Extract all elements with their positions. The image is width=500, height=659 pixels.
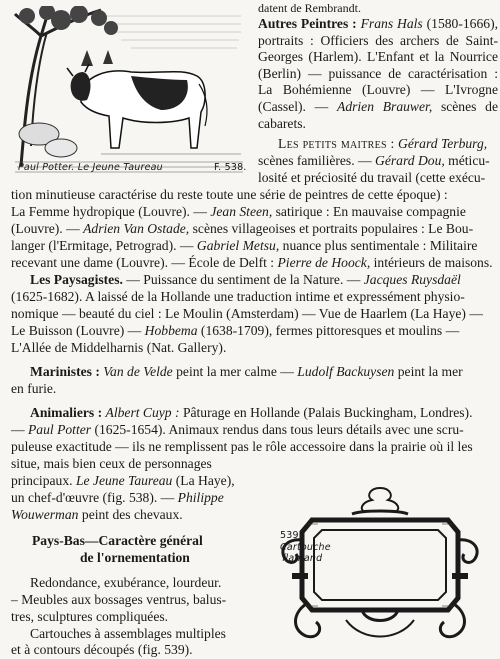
- ludolf-backuysen-name: Ludolf Backuysen: [297, 364, 395, 379]
- petits-maitres-line8: [11, 255, 493, 272]
- gerard-terburg-name: Gérard Terburg,: [398, 136, 488, 151]
- la-haye-text: (La Haye),: [175, 473, 235, 488]
- petits-maitres-text-b: méticu-: [448, 153, 490, 168]
- delft-text: recevant une dame (Louvre). — École de Delft :: [11, 255, 275, 270]
- animaliers-line1: [30, 405, 472, 422]
- paysagistes-line4: [11, 323, 459, 340]
- animaliers-line7: [11, 507, 183, 524]
- marinistes-text-end: peint la mer: [397, 364, 463, 379]
- ornementation-p1-line2: – Meubles aux bossages ventrus, balus-: [11, 592, 227, 607]
- ornementation-p1-line1: Redondance, exubérance, lourdeur.: [30, 575, 222, 590]
- principaux-text: principaux.: [11, 473, 73, 488]
- paysagistes-heading: Les Paysagistes.: [30, 272, 123, 287]
- petits-maitres-text-a: scènes familières. —: [258, 153, 372, 168]
- ornementation-heading-line1: Pays-Bas—Caractère général: [32, 533, 203, 548]
- petits-maitres-line3: losité et préciosité du travail (cette exécu-: [258, 170, 486, 185]
- autres-peintres-text: (1580-1666), portraits : Officiers des archers de Saint-Georges (Harlem). L'Enfant et la Nourrice (Berlin) — puissance de caractérisation : La Bohémienne (Louvre) — L'Ivrogne (Cassel). —: [258, 16, 498, 114]
- pierre-de-hoock-name: Pierre de Hoock,: [277, 255, 371, 270]
- paysagistes-line3: nomique — beauté du ciel : Le Moulin (Amsterdam) — Vue de Haarlem (La Haye) —: [11, 306, 483, 321]
- cuyp-text: Pâturage en Hollande (Palais Buckingham, Londres).: [182, 405, 473, 420]
- hoock-text: intérieurs de maisons.: [373, 255, 493, 270]
- ornementation-p2-line2: et à contours découpés (fig. 539).: [11, 642, 193, 657]
- dash: —: [11, 422, 25, 437]
- albert-cuyp-name: Albert Cuyp :: [105, 405, 180, 420]
- autres-peintres-heading: Autres Peintres :: [258, 16, 357, 31]
- petits-maitres-line6: [11, 221, 473, 238]
- jean-steen-name: Jean Steen,: [210, 204, 273, 219]
- animaliers-line4: situe, mais bien ceux de personnages: [11, 456, 212, 471]
- animaliers-line6: [11, 490, 224, 507]
- petits-maitres-line5: [11, 204, 466, 221]
- van-de-velde-name: Van de Velde: [103, 364, 173, 379]
- animaliers-line5: [11, 473, 235, 490]
- ornementation-p2-line1: Cartouches à assemblages multiples: [30, 626, 226, 641]
- animaliers-line3: puleuse exactitude — ils ne remplissent pas le rôle accessoire dans la prairie où il les: [11, 439, 473, 454]
- autres-peintres-paragraph: [258, 16, 498, 132]
- autres-peintres-text-end: scènes de cabarets.: [258, 98, 498, 131]
- top-fragment: datent de Rembrandt.: [258, 1, 361, 15]
- animaliers-heading: Animaliers :: [30, 405, 103, 420]
- adrien-van-ostade-name: Adrien Van Ostade,: [83, 221, 190, 236]
- figure-539-number: 539: [280, 530, 299, 541]
- van-ostade-text: scènes villageoises et portraits populaires : Le Bou-: [192, 221, 474, 236]
- frans-hals-name: Frans Hals: [360, 16, 423, 31]
- paysagistes-line2: (1625-1682). A laissé de la Hollande une traduction intime et expressément physio-: [11, 289, 465, 304]
- boulanger-text: langer (l'Ermitage, Petrograd). —: [11, 238, 194, 253]
- young-bull-engraving: [11, 6, 247, 178]
- figure-539-caption-line2: flamand: [282, 553, 323, 564]
- paysagistes-line1: [30, 272, 461, 289]
- chef-doeuvre-text: un chef-d'œuvre (fig. 538). —: [11, 490, 175, 505]
- hobbema-name: Hobbema: [144, 323, 198, 338]
- wouwerman-text: peint des chevaux.: [81, 507, 183, 522]
- potter-text: (1625-1654). Animaux rendus dans tous leurs détails avec une scru-: [94, 422, 464, 437]
- marinistes-heading: Marinistes :: [30, 364, 100, 379]
- gerard-dou-name: Gérard Dou,: [375, 153, 445, 168]
- louvre-text: (Louvre). —: [11, 221, 80, 236]
- paul-potter-name: Paul Potter: [28, 422, 92, 437]
- petits-maitres-heading: Les petits maitres :: [278, 136, 395, 151]
- petits-maitres-line4: tion minutieuse caractérise du reste toute une série de peintres de cette époque) :: [11, 187, 448, 202]
- marinistes-line2: en furie.: [11, 381, 57, 396]
- figure-538: [11, 6, 247, 178]
- animaliers-line2: [11, 422, 464, 439]
- marinistes-line1: [30, 364, 463, 381]
- jeune-taureau-title: Le Jeune Taureau: [75, 473, 173, 488]
- paysagistes-text: — Puissance du sentiment de la Nature. —: [126, 272, 361, 287]
- femme-hydropique-text: La Femme hydropique (Louvre). —: [11, 204, 207, 219]
- metsu-text: nuance plus sentimentale : Militaire: [282, 238, 478, 253]
- paysagistes-line5: L'Allée de Middelharnis (Nat. Gallery).: [11, 340, 227, 355]
- hobbema-text: (1638-1709), fermes pittoresques et moulins —: [200, 323, 460, 338]
- gabriel-metsu-name: Gabriel Metsu,: [196, 238, 280, 253]
- figure-539-caption-line1: Cartouche: [280, 542, 331, 553]
- ornementation-p1-line3: tres, sculptures compliquées.: [11, 609, 169, 624]
- petits-maitres-line7: [11, 238, 477, 255]
- jean-steen-text: satirique : En mauvaise compagnie: [275, 204, 466, 219]
- petits-maitres-line2: [258, 153, 498, 170]
- figure-538-number: F. 538.: [214, 162, 247, 173]
- marinistes-text: peint la mer calme —: [176, 364, 294, 379]
- philippe-name: Philippe: [177, 490, 224, 505]
- buisson-text: Le Buisson (Louvre) —: [11, 323, 142, 338]
- figure-538-caption: Paul Potter. Le Jeune Taureau: [18, 162, 163, 173]
- jacques-ruysdael-name: Jacques Ruysdaël: [363, 272, 461, 287]
- wouwerman-name: Wouwerman: [11, 507, 79, 522]
- adrien-brauwer-name: Adrien Brauwer,: [337, 98, 433, 114]
- petits-maitres-line1: [278, 136, 498, 153]
- ornementation-heading-line2: de l'ornementation: [80, 550, 190, 565]
